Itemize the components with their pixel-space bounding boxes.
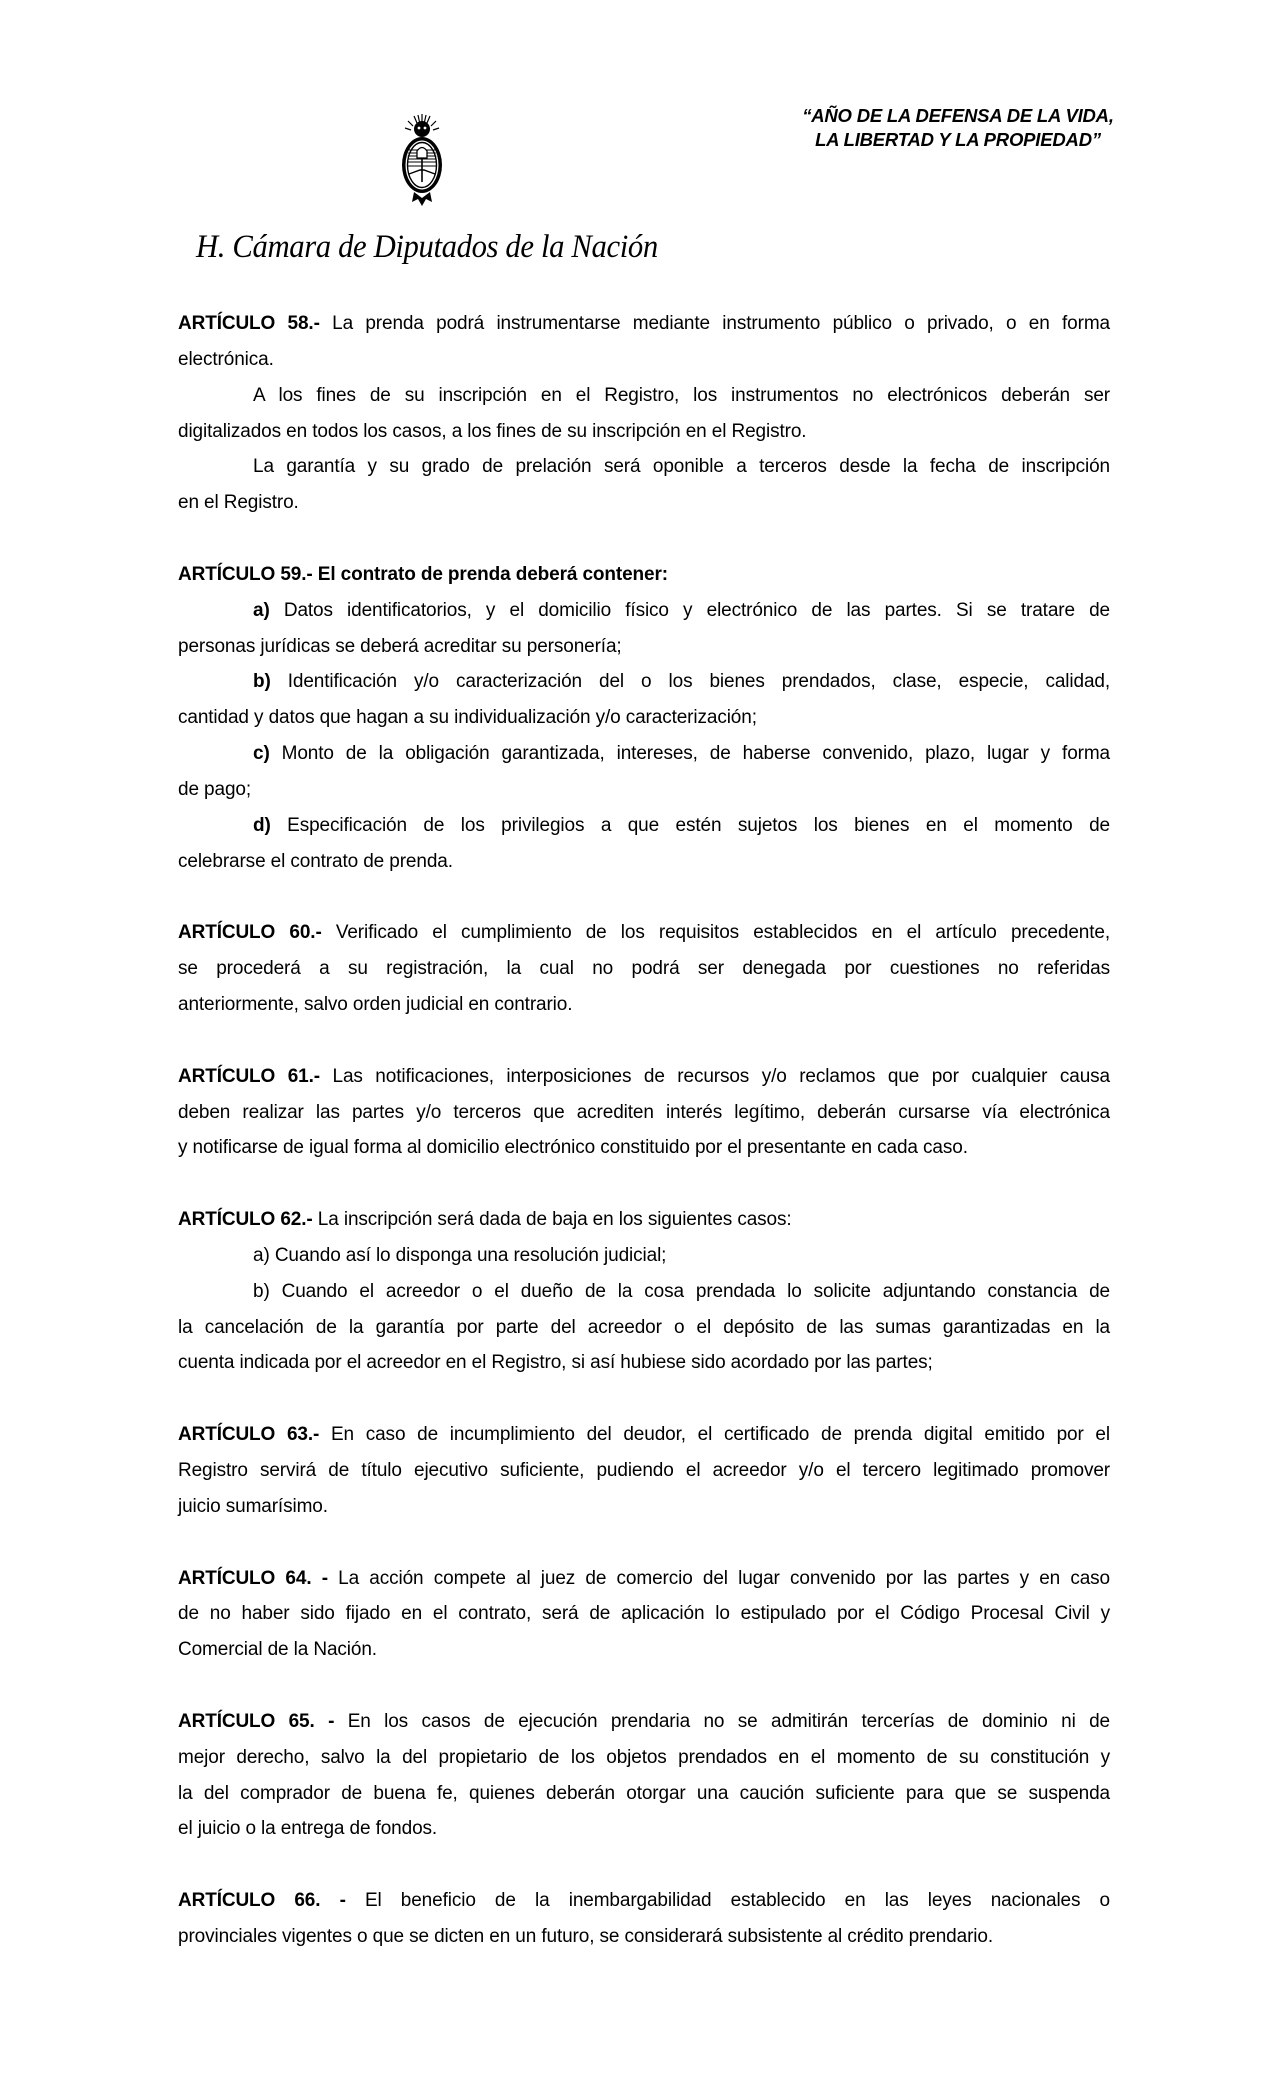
article-line: Comercial de la Nación. [178,1639,377,1661]
article-line: juicio sumarísimo. [178,1495,328,1517]
article-line [178,1883,1110,1919]
paragraph-spacer [178,521,1110,557]
article-line [178,1417,1110,1453]
paragraph-spacer [178,1166,1110,1202]
article-line: la cancelación de la garantía por parte del acreedor o el depósito de las sumas garantizadas en la [178,1316,1110,1338]
article-line [178,1704,1110,1740]
article-line: personas jurídicas se deberá acreditar su personería; [178,635,622,657]
article-heading: ARTÍCULO 64. - [178,1567,328,1589]
article-59 [178,557,1110,880]
article-heading: ARTÍCULO 62.- [178,1209,313,1231]
paragraph-spacer [178,1847,1110,1883]
article-heading: ARTÍCULO 58.- [178,313,320,334]
chamber-letterhead: H. Cámara de Diputados de la Nación [196,229,658,265]
article-line: provinciales vigentes o que se dicten en un futuro, se considerará subsistente al crédito prendario. [178,1925,993,1947]
article-line: anteriormente, salvo orden judicial en contrario. [178,994,573,1016]
article-63 [178,1417,1110,1525]
article-line [178,306,1110,342]
list-item-label: c) [253,743,270,765]
list-item-text: Datos identificatorios, y el domicilio físico y electrónico de las partes. Si se tratare de [269,599,1110,621]
list-item-text: Identificación y/o caracterización del o los bienes prendados, clase, especie, calidad, [270,671,1110,693]
article-line: A los fines de su inscripción en el Registro, los instrumentos no electrónicos deberán ser [253,384,1110,406]
article-line [178,1561,1110,1597]
article-text: En caso de incumplimiento del deudor, el certificado de prenda digital emitido por el [319,1424,1110,1446]
list-item [178,664,1110,700]
year-motto [780,104,1136,152]
article-line: deben realizar las partes y/o terceros que acrediten interés legítimo, deberán cursarse vía electrónica [178,1101,1110,1123]
list-item-text: Monto de la obligación garantizada, intereses, de haberse convenido, plazo, lugar y forma [269,743,1110,765]
article-heading: ARTÍCULO 59.- El contrato de prenda deberá contener: [178,563,668,585]
motto-line-2: LA LIBERTAD Y LA PROPIEDAD” [815,129,1101,150]
article-66 [178,1883,1110,1955]
article-line: en el Registro. [178,492,299,514]
article-text: Verificado el cumplimiento de los requisitos establecidos en el artículo precedente, [321,922,1110,944]
paragraph-spacer [178,1525,1110,1561]
paragraph-spacer [178,1668,1110,1704]
list-item [178,736,1110,772]
article-64 [178,1561,1110,1669]
article-62 [178,1202,1110,1381]
document-body [178,306,1110,1955]
article-heading: ARTÍCULO 60.- [178,922,322,944]
article-line: celebrarse el contrato de prenda. [178,850,453,872]
list-item-label: b) [253,671,271,693]
list-item-label: a) [253,599,270,621]
article-60 [178,915,1110,1023]
article-line: electrónica. [178,348,274,370]
article-heading: ARTÍCULO 65. - [178,1710,335,1732]
article-text: La prenda podrá instrumentarse mediante instrumento público o privado, o en forma [319,313,1110,334]
article-text: Las notificaciones, interposiciones de recursos y/o reclamos que por cualquier causa [319,1065,1110,1087]
article-61 [178,1059,1110,1167]
list-item [178,808,1110,844]
paragraph-spacer [178,880,1110,916]
article-line: se procederá a su registración, la cual no podrá ser denegada por cuestiones no referidas [178,958,1110,980]
article-text: La inscripción será dada de baja en los siguientes casos: [312,1209,792,1231]
list-item-text: Especificación de los privilegios a que estén sujetos los bienes en el momento de [270,814,1110,836]
list-item-label: d) [253,814,271,836]
article-line [178,1202,1110,1238]
article-text: El beneficio de la inembargabilidad establecido en las leyes nacionales o [345,1890,1110,1912]
article-line: de pago; [178,778,251,800]
list-item [178,593,1110,629]
list-item: b) Cuando el acreedor o el dueño de la cosa prendada lo solicite adjuntando constancia de [253,1280,1110,1302]
article-line: Registro servirá de título ejecutivo suficiente, pudiendo el acreedor y/o el tercero legitimado promover [178,1460,1110,1481]
article-line: el juicio o la entrega de fondos. [178,1818,438,1840]
article-line: mejor derecho, salvo la del propietario de los objetos prendados en el momento de su constitución y [178,1746,1110,1768]
article-line: la del comprador de buena fe, quienes deberán otorgar una caución suficiente para que se suspenda [178,1782,1110,1804]
article-line [178,915,1110,951]
article-line: La garantía y su grado de prelación será oponible a terceros desde la fecha de inscripción [253,456,1110,478]
motto-line-1: “AÑO DE LA DEFENSA DE LA VIDA, [802,105,1114,126]
article-65 [178,1704,1110,1847]
article-heading: ARTÍCULO 61.- [178,1065,320,1087]
article-line: cuenta indicada por el acreedor en el Registro, si así hubiese sido acordado por las partes; [178,1352,933,1374]
paragraph-spacer [178,1381,1110,1417]
article-line [178,557,1110,593]
article-text: En los casos de ejecución prendaria no se admitirán tercerías de dominio ni de [334,1710,1111,1732]
article-line: cantidad y datos que hagan a su individualización y/o caracterización; [178,707,757,729]
article-heading: ARTÍCULO 63.- [178,1424,320,1446]
list-item: a) Cuando así lo disponga una resolución judicial; [253,1244,667,1266]
article-58 [178,306,1110,521]
article-line: y notificarse de igual forma al domicilio electrónico constituido por el presentante en cada caso. [178,1137,968,1159]
article-line [178,1059,1110,1095]
paragraph-spacer [178,1023,1110,1059]
article-text: La acción compete al juez de comercio del lugar convenido por las partes y en caso [327,1567,1110,1589]
article-line: de no haber sido fijado en el contrato, será de aplicación lo estipulado por el Código Procesal Civil y [178,1603,1110,1625]
article-heading: ARTÍCULO 66. - [178,1890,346,1912]
coat-of-arms-icon [396,112,448,208]
article-line: digitalizados en todos los casos, a los fines de su inscripción en el Registro. [178,420,807,442]
